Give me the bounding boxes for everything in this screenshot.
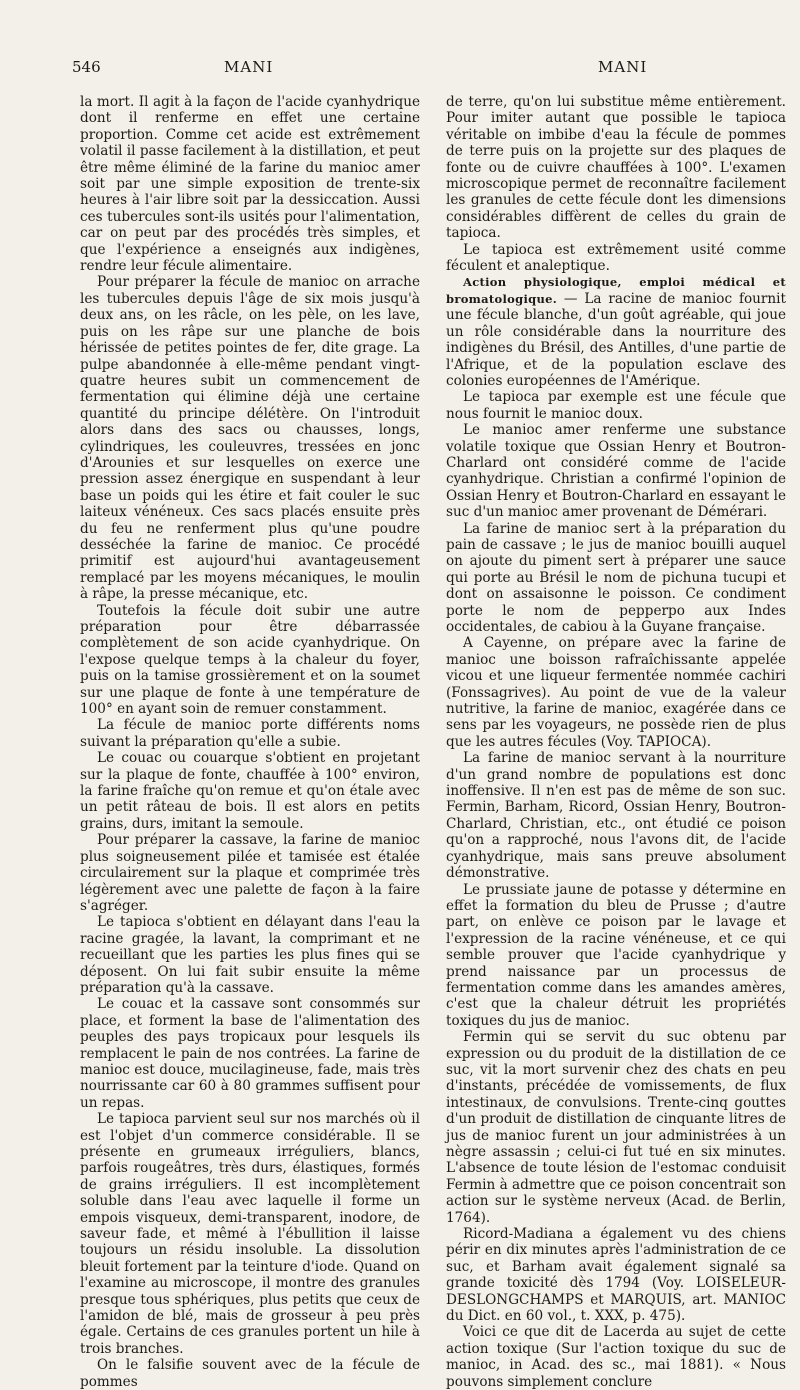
paragraph: Le tapioca parvient seul sur nos marchés où il est l'objet d'un commerce considérable. Il se présente en grumeaux irréguliers, blancs, parfois rougeâtres, très durs, élastiques, formés de grains irréguliers. Il est incomplètement soluble dans l'eau avec laquelle il forme un empois visqueux, demi-transparent, inodore, de saveur fade, et mêmé à l'ébullition il laisse toujours un résidu insoluble. La dissolution bleuit fortement par la teinture d'iode. Quand on l'examine au microscope, il montre des granules presque tous sphériques, plus petits que ceux de l'amidon de blé, mais de grosseur à peu près égale. Certains de ces granules portent un hile à trois branches. (80, 1111, 420, 1357)
paragraph: Le couac et la cassave sont consommés sur place, et forment la base de l'alimentation des peuples des pays tropicaux pour lesquels ils remplacent le pain de nos contrées. La farine de manioc est douce, mucilagineuse, fade, mais très nourrissante car 60 à 80 grammes suffisent pour un repas. (80, 996, 420, 1111)
left-column (80, 94, 420, 1390)
paragraph: Le couac ou couarque s'obtient en projetant sur la plaque de fonte, chauffée à 100° environ, la farine fraîche qu'on remue et qu'on étale avec un petit râteau de bois. Il est alors en petits grains, durs, imitant la semoule. (80, 750, 420, 832)
paragraph: Voici ce que dit de Lacerda au sujet de cette action toxique (Sur l'action toxique du suc de manioc, in Acad. des sc., mai 1881). « Nous pouvons simplement conclure (446, 1324, 786, 1390)
paragraph: Toutefois la fécule doit subir une autre préparation pour être débarrassée complètement de son acide cyanhydrique. On l'expose quelque temps à la chaleur du foyer, puis on la tamise grossièrement et on la soumet sur une plaque de fonte à une température de 100° en ayant soin de remuer constamment. (80, 602, 420, 718)
right-column (446, 94, 786, 1390)
paragraph: La farine de manioc servant à la nourriture d'un grand nombre de populations est donc inoffensive. Il n'en est pas de même de son suc. Fermin, Barham, Ricord, Ossian Henry, Boutron-Charlard, Christian, etc., ont étudié ce poison qu'on a rapproché, nous l'avons dit, de l'acide cyanhydrique, mais sans preuve absolument démonstrative. (446, 750, 786, 882)
section-intro: — La racine de manioc fournit une fécule blanche, d'un goût agréable, qui joue un rôle considérable dans la nourriture des indigènes du Brésil, des Antilles, d'une partie de l'Afrique, et de la population esclave des colonies européennes de l'Amérique. (446, 290, 786, 389)
paragraph: Le tapioca par exemple est une fécule que nous fournit le manioc doux. (446, 389, 786, 422)
paragraph: Le prussiate jaune de potasse y détermine en effet la formation du bleu de Prusse ; d'autre part, on enlève ce poison par le lavage et l'expression de la racine vénéneuse, et ce qui semble prouver que l'acide cyanhydrique y prend naissance par un processus de fermentation comme dans les amandes amères, c'est que la chaleur détruit les propriétés toxiques du jus de manioc. (446, 881, 786, 1029)
paragraph: Fermin qui se servit du suc obtenu par expression ou du produit de la distillation de ce suc, vit la mort survenir chez des chats en peu d'instants, précédée de vomissements, de flux intestinaux, de convulsions. Trente-cinq gouttes d'un produit de distillation de cinquante litres de jus de manioc furent un jour administrées à un nègre assassin ; celui-ci fut tué en six minutes. L'absence de toute lésion de l'estomac conduisit Fermin à admettre que ce poison concentrait son action sur le système nerveux (Acad. de Berlin, 1764). (446, 1029, 786, 1226)
section-heading: Action physiologique, emploi médical et bromatologique. (446, 275, 786, 306)
paragraph: Ricord-Madiana a également vu des chiens périr en dix minutes après l'administration de ce suc, et Barham avait également signalé sa grande toxicité dès 1794 (Voy. LOISELEUR-DESLONGCHAMPS et MARQUIS, art. MANIOC du Dict. en 60 vol., t. XXX, p. 475). (446, 1226, 786, 1325)
paragraph: la mort. Il agit à la façon de l'acide cyanhydrique dont il renferme en effet une certaine proportion. Comme cet acide est extrêmement volatil il passe facilement à la distillation, et peut être même éliminé de la farine du manioc amer soit par une simple exposition de trente-six heures à l'air libre soit par la dessiccation. Aussi ces tubercules sont-ils usités pour l'alimentation, car on peut par des procédés très simples, et que l'expérience a enseignés aux indigènes, rendre leur fécule alimentaire. (80, 94, 420, 275)
paragraph: La fécule de manioc porte différents noms suivant la préparation qu'elle a subie. (80, 717, 420, 750)
paragraph: de terre, qu'on lui substitue même entièrement. Pour imiter autant que possible le tapioca véritable on imbibe d'eau la fécule de pommes de terre puis on la projette sur des plaques de fonte ou de cuivre chauffées à 100°. L'examen microscopique permet de reconnaître facilement les granules de cette fécule dont les dimensions considérables diffèrent de celles du grain de tapioca. (446, 94, 786, 242)
paragraph: Le manioc amer renferme une substance volatile toxique que Ossian Henry et Boutron-Charlard ont considéré comme de l'acide cyanhydrique. Christian a confirmé l'opinion de Ossian Henry et Boutron-Charlard en essayant le suc d'un manioc amer provenant de Démérari. (446, 422, 786, 521)
page-number: 546 (72, 58, 101, 76)
running-header (0, 58, 800, 86)
right-headword: MANI (598, 58, 648, 76)
paragraph: On le falsifie souvent avec de la fécule de pommes (80, 1357, 420, 1390)
paragraph: Pour préparer la cassave, la farine de manioc plus soigneusement pilée et tamisée est étalée circulairement sur la plaque et comprimée très légèrement avec une palette de façon à la faire s'agréger. (80, 832, 420, 914)
paragraph: La farine de manioc sert à la préparation du pain de cassave ; le jus de manioc bouilli auquel on ajoute du piment sert à préparer une sauce qui porte au Brésil le nom de pichuna tucupi et dont on assaisonne le poisson. Ce condiment porte le nom de pepperpo aux Indes occidentales, de cabiou à la Guyane française. (446, 520, 786, 635)
paragraph: Le tapioca s'obtient en délayant dans l'eau la racine gragée, la lavant, la comprimant et ne recueillant que les parties les plus fines qui se déposent. On lui fait subir ensuite la même préparation qu'à la cassave. (80, 914, 420, 996)
paragraph: A Cayenne, on prépare avec la farine de manioc une boisson rafraîchissante appelée vicou et une liqueur fermentée nommée cachiri (Fonssagrives). Au point de vue de la valeur nutritive, la farine de manioc, exagérée dans ce sens par les voyageurs, ne possède rien de plus que les autres fécules (Voy. TAPIOCA). (446, 635, 786, 750)
paragraph: Pour préparer la fécule de manioc on arrache les tubercules depuis l'âge de six mois jusqu'à deux ans, on les râcle, on les pèle, on les lave, puis on les râpe sur une planche de bois hérissée de petites pointes de fer, dite grage. La pulpe abandonnée à elle-même pendant vingt-quatre heures subit un commencement de fermentation qui élimine déjà une certaine quantité du principe délétère. On l'introduit alors dans des sacs ou chausses, longs, cylindriques, les couleuvres, tressées en jonc d'Arounies et sur lesquelles on exerce une pression assez énergique en suspendant à leur base un poids qui les étire et fait couler le suc laiteux vénéneux. Ces sacs placés ensuite près du feu ne renferment plus qu'une poudre desséchée la farine de manioc. Ce procédé primitif est aujourd'hui avantageusement remplacé par les moyens mécaniques, le moulin à râpe, la presse mécanique, etc. (80, 274, 420, 603)
left-headword: MANI (224, 58, 274, 76)
paragraph: Le tapioca est extrêmement usité comme féculent et analeptique. (446, 241, 786, 275)
section-paragraph (446, 274, 786, 389)
